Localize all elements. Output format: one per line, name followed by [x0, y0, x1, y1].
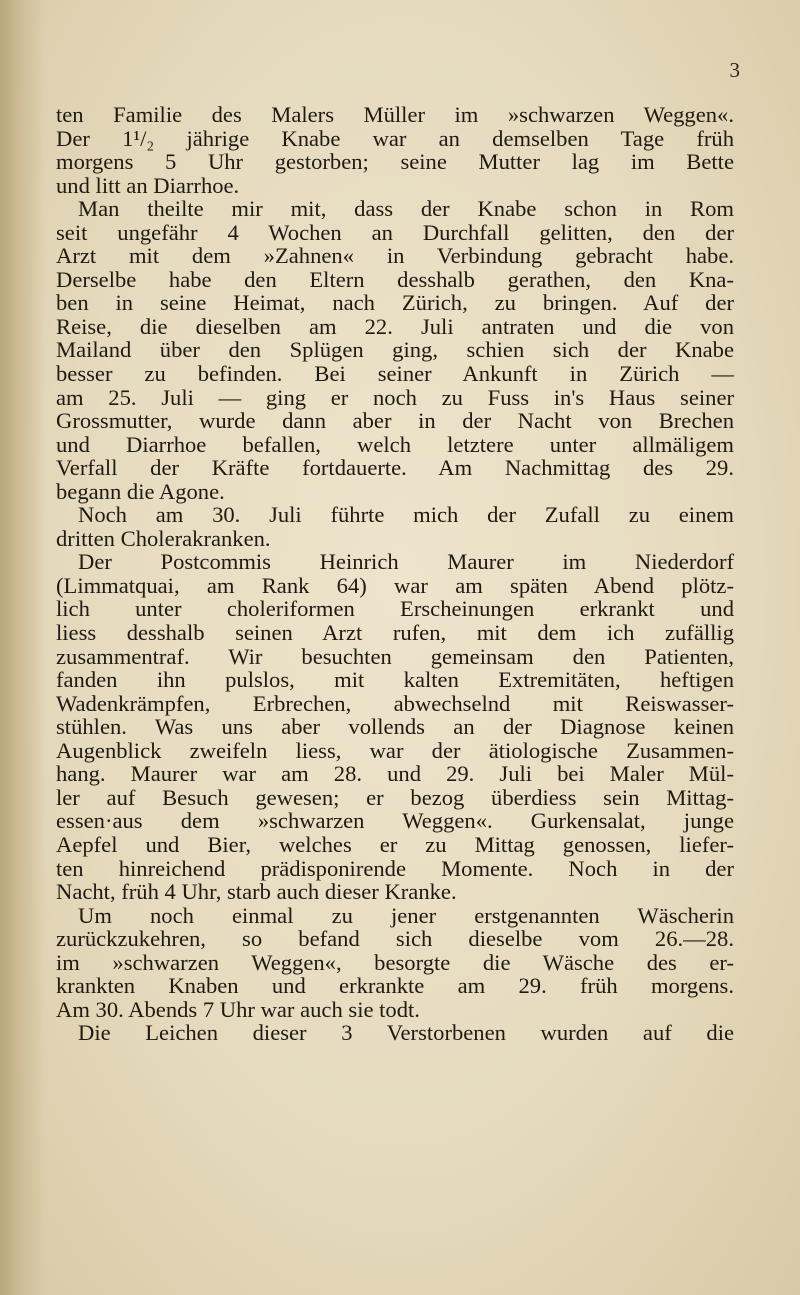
text-line: und litt an Diarrhoe. [56, 172, 240, 198]
text-line: Die Leichen dieser 3 Verstorbenen wurden auf die [78, 1020, 734, 1046]
text-line: zurückzukehren, so befand sich dieselbe vom 26.—28. [56, 926, 734, 952]
text-line: Der 1¹/₂ jährige Knabe war an demselben Tage früh [56, 125, 734, 151]
text-line: liess desshalb seinen Arzt rufen, mit dem ich zufällig [56, 620, 734, 646]
text-line: am 25. Juli — ging er noch zu Fuss in's Haus seiner [56, 384, 734, 410]
text-line: besser zu befinden. Bei seiner Ankunft in Zürich — [56, 361, 734, 387]
text-line: (Limmatquai, am Rank 64) war am späten Abend plötz- [56, 572, 734, 598]
text-line: Derselbe habe den Eltern desshalb gerathen, den Kna- [56, 266, 734, 292]
text-line: Grossmutter, wurde dann aber in der Nacht von Brechen [56, 408, 734, 434]
text-line: essen·aus dem »schwarzen Weggen«. Gurkensalat, junge [56, 808, 734, 834]
text-line: Mailand über den Splügen ging, schien sich der Knabe [56, 337, 734, 363]
text-line: Um noch einmal zu jener erstgenannten Wäscherin [78, 902, 734, 928]
text-line: Aepfel und Bier, welches er zu Mittag genossen, liefer- [56, 831, 734, 857]
text-line: Am 30. Abends 7 Uhr war auch sie todt. [56, 996, 420, 1022]
text-line: ben in seine Heimat, nach Zürich, zu bringen. Auf der [56, 290, 734, 316]
text-line: Augenblick zweifeln liess, war der ätiologische Zusammen- [56, 737, 734, 763]
binding-shadow [0, 0, 46, 1295]
text-line: im »schwarzen Weggen«, besorgte die Wäsche des er- [56, 949, 734, 975]
text-line: dritten Cholerakranken. [56, 525, 271, 551]
text-line: lich unter choleriformen Erscheinungen erkrankt und [56, 596, 734, 622]
text-line: krankten Knaben und erkrankte am 29. früh morgens. [56, 973, 734, 999]
page-number: 3 [729, 58, 740, 82]
text-line: Nacht, früh 4 Uhr, starb auch dieser Kranke. [56, 879, 457, 905]
text-line: ler auf Besuch gewesen; er bezog überdiess sein Mittag- [56, 784, 734, 810]
text-line: Verfall der Kräfte fortdauerte. Am Nachmittag des 29. [56, 455, 734, 481]
text-line: ten Familie des Malers Müller im »schwarzen Weggen«. [56, 102, 734, 127]
text-line: stühlen. Was uns aber vollends an der Diagnose keinen [56, 714, 734, 740]
text-line: Reise, die dieselben am 22. Juli antraten und die von [56, 313, 734, 339]
text-line: Arzt mit dem »Zahnen« in Verbindung gebracht habe. [56, 243, 734, 269]
text-line: ten hinreichend prädisponirende Momente. Noch in der [56, 855, 734, 881]
text-line: Man theilte mir mit, dass der Knabe schon in Rom [78, 196, 734, 222]
text-line: Der Postcommis Heinrich Maurer im Niederdorf [78, 549, 734, 575]
text-line: Noch am 30. Juli führte mich der Zufall zu einem [78, 502, 734, 528]
body-text [56, 103, 734, 1045]
text-line: und Diarrhoe befallen, welch letztere unter allmäligem [56, 431, 734, 457]
text-line: hang. Maurer war am 28. und 29. Juli bei Maler Mül- [56, 761, 734, 787]
text-line: Wadenkrämpfen, Erbrechen, abwechselnd mit Reiswasser- [56, 690, 734, 716]
text-line: seit ungefähr 4 Wochen an Durchfall gelitten, den der [56, 219, 734, 245]
text-line: begann die Agone. [56, 478, 225, 504]
text-line: fanden ihn pulslos, mit kalten Extremitäten, heftigen [56, 667, 734, 693]
text-line: zusammentraf. Wir besuchten gemeinsam den Patienten, [56, 643, 734, 669]
text-line: morgens 5 Uhr gestorben; seine Mutter lag im Bette [56, 149, 734, 175]
